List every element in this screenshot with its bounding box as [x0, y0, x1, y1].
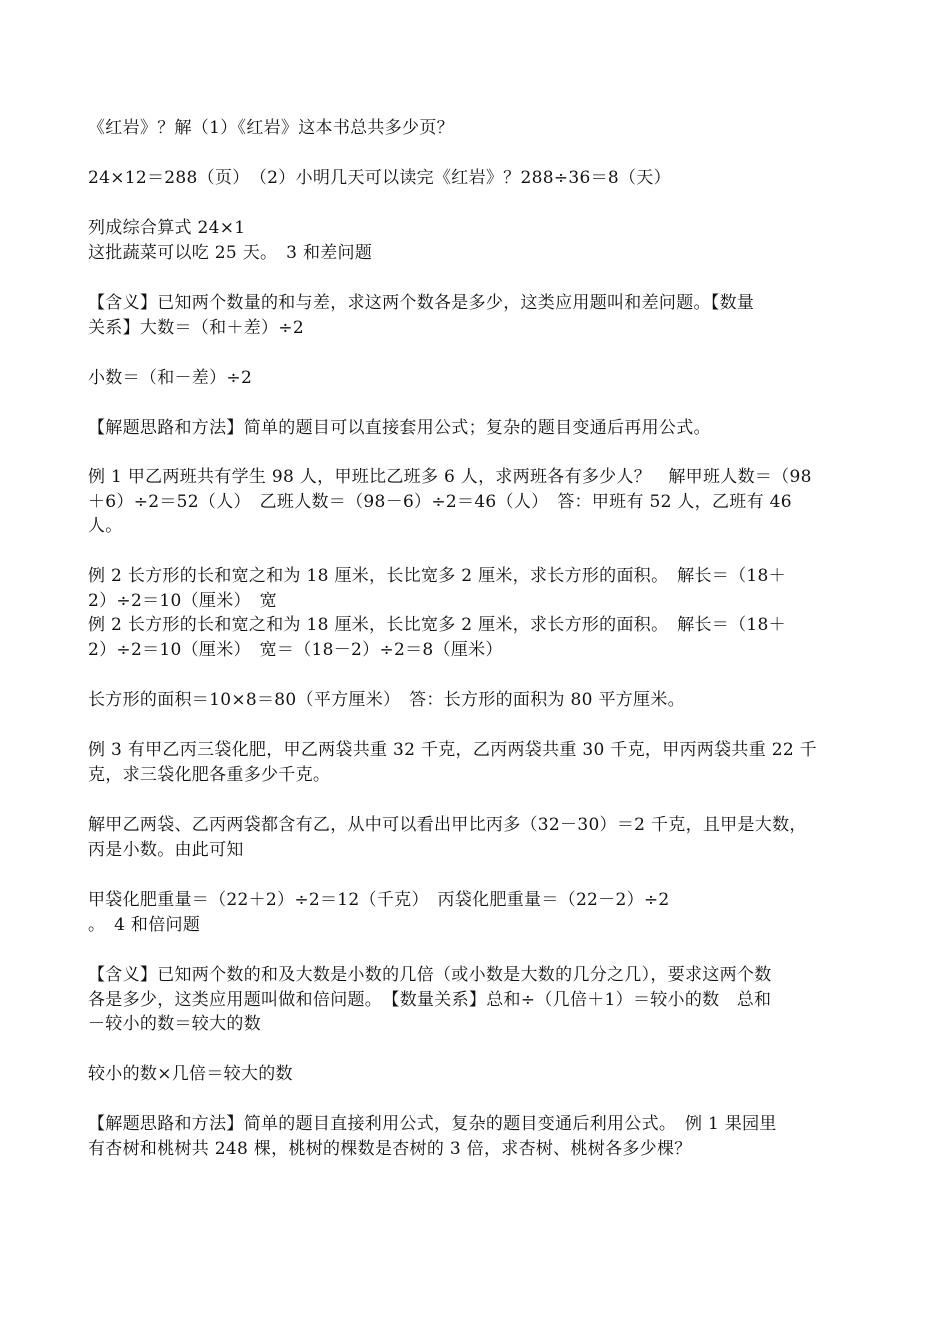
text-line: 克，求三袋化肥各重多少千克。	[88, 764, 331, 785]
text-line: －较小的数＝较大的数	[88, 1014, 261, 1034]
text-line: 有杏树和桃树共 248 棵，桃树的棵数是杏树的 3 倍，求杏树、桃树各多少棵？	[88, 1138, 692, 1159]
text-line: 2）÷2＝10（厘米） 宽	[88, 590, 277, 611]
text-line: 例 3 有甲乙丙三袋化肥，甲乙两袋共重 32 千克，乙丙两袋共重 30 千克，甲丙两袋共重 22 千	[88, 740, 817, 760]
text-line: 例 2 长方形的长和宽之和为 18 厘米，长比宽多 2 厘米，求长方形的面积。 解长＝（18＋	[88, 566, 786, 586]
paragraph-sum-multiple-definition	[88, 963, 868, 1037]
paragraph-sum-multiple-method	[88, 1112, 868, 1161]
text-line: 【含义】已知两个数量的和与差，求这两个数各是多少，这类应用题叫和差问题。【数量	[88, 293, 755, 313]
text-line: 较小的数×几倍＝较大的数	[88, 1064, 293, 1084]
text-line: 例 1 甲乙两班共有学生 98 人，甲班比乙班多 6 人，求两班各有多少人？ 解甲班人数＝（98	[88, 467, 812, 487]
text-line: 《红岩》？解（1）《红岩》这本书总共多少页？	[88, 118, 454, 138]
paragraph-multiple-formula	[88, 1062, 868, 1087]
paragraph-example-2	[88, 564, 868, 662]
paragraph-example-1	[88, 465, 868, 539]
text-line: 关系】大数＝（和＋差）÷2	[88, 317, 304, 338]
text-line: 2）÷2＝10（厘米） 宽＝（18－2）÷2＝8（厘米）	[88, 639, 503, 660]
paragraph-sum-difference-definition	[88, 291, 868, 340]
text-line: 丙是小数。由此可知	[88, 839, 244, 860]
text-line: 解甲乙两袋、乙丙两袋都含有乙，从中可以看出甲比丙多（32－30）＝2 千克，且甲是大数，	[88, 815, 807, 835]
text-line: 例 2 长方形的长和宽之和为 18 厘米，长比宽多 2 厘米，求长方形的面积。 解长＝（18＋	[88, 615, 786, 635]
text-line: 列成综合算式 24×1	[88, 218, 246, 238]
text-line: 长方形的面积＝10×8＝80（平方厘米） 答：长方形的面积为 80 平方厘米。	[88, 690, 685, 710]
text-line: 各是多少，这类应用题叫做和倍问题。 【数量关系】总和÷（几倍＋1）＝较小的数 总和	[88, 989, 772, 1010]
text-line: 甲袋化肥重量＝（22＋2）÷2＝12（千克） 丙袋化肥重量＝（22－2）÷2	[88, 890, 670, 910]
paragraph-method	[88, 416, 868, 441]
paragraph-example-3-solution	[88, 813, 868, 862]
paragraph-small-number-formula	[88, 366, 868, 391]
paragraph-hongyan-solution	[88, 166, 868, 191]
text-line: 【含义】已知两个数的和及大数是小数的几倍（或小数是大数的几分之几），要求这两个数	[88, 965, 772, 985]
paragraph-hongyan-question	[88, 116, 868, 141]
paragraph-rectangle-area	[88, 688, 868, 713]
text-line: 24×12＝288（页） （2）小明几天可以读完《红岩》？288÷36＝8（天）	[88, 168, 671, 188]
text-line: 这批蔬菜可以吃 25 天。 3 和差问题	[88, 242, 373, 263]
text-line: 【解题思路和方法】简单的题目直接利用公式，复杂的题目变通后利用公式。 例 1 果园里	[88, 1114, 777, 1134]
text-line: 人。	[88, 516, 123, 536]
text-line: 。 4 和倍问题	[88, 914, 201, 935]
text-line: ＋6）÷2＝52（人） 乙班人数＝（98－6）÷2＝46（人） 答：甲班有 52 人，乙班有 46	[88, 491, 792, 512]
paragraph-fertilizer-weights	[88, 888, 868, 937]
paragraph-combined-formula	[88, 216, 868, 265]
text-line: 小数＝（和－差）÷2	[88, 368, 253, 388]
text-line: 【解题思路和方法】简单的题目可以直接套用公式；复杂的题目变通后再用公式。	[88, 418, 711, 438]
paragraph-example-3	[88, 738, 868, 787]
